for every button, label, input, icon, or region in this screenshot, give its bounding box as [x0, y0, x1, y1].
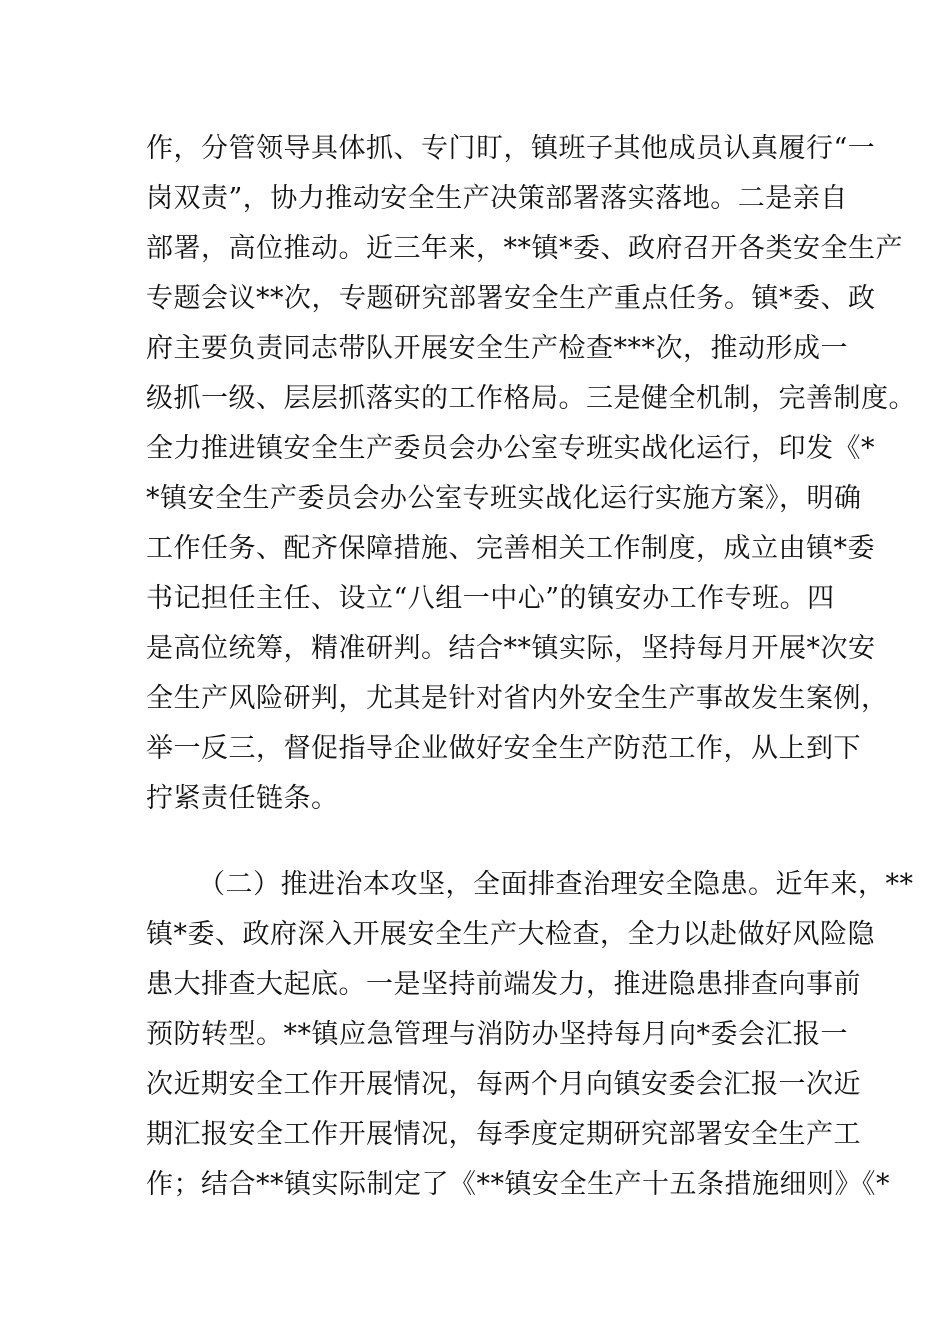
text-line: 次近期安全工作开展情况，每两个月向镇安委会汇报一次近 — [146, 1069, 861, 1100]
text-line: 书记担任主任、设立“八组一中心”的镇安办工作专班。四 — [146, 583, 835, 614]
text-line: 是高位统筹，精准研判。结合**镇实际，坚持每月开展*次安 — [146, 633, 876, 664]
text-line: 拧紧责任链条。 — [146, 783, 339, 814]
text-line: 预防转型。**镇应急管理与消防办坚持每月向*委会汇报一 — [146, 1019, 848, 1050]
text-line: （二）推进治本攻坚，全面排查治理安全隐患。近年来，** — [198, 869, 914, 900]
text-line: 岗双责”，协力推动安全生产决策部署落实落地。二是亲自 — [146, 183, 848, 214]
text-line: 部署，高位推动。近三年来，**镇*委、政府召开各类安全生产 — [146, 233, 903, 264]
text-line: 作；结合**镇实际制定了《**镇安全生产十五条措施细则》《* — [146, 1169, 890, 1200]
text-line: 工作任务、配齐保障措施、完善相关工作制度，成立由镇*委 — [146, 533, 875, 564]
text-line: 全生产风险研判，尤其是针对省内外安全生产事故发生案例， — [146, 683, 889, 714]
text-line: 作，分管领导具体抓、专门盯，镇班子其他成员认真履行“一 — [146, 133, 876, 164]
text-line: 患大排查大起底。一是坚持前端发力，推进隐患排查向事前 — [146, 969, 861, 1000]
text-line: 全力推进镇安全生产委员会办公室专班实战化运行，印发《* — [146, 433, 875, 464]
text-line: 府主要负责同志带队开展安全生产检查***次，推动形成一 — [146, 333, 848, 364]
text-line: 举一反三，督促指导企业做好安全生产防范工作，从上到下 — [146, 733, 861, 764]
text-line: 级抓一级、层层抓落实的工作格局。三是健全机制，完善制度。 — [146, 383, 916, 414]
text-line: 专题会议**次，专题研究部署安全生产重点任务。镇*委、政 — [146, 283, 876, 314]
text-line: *镇安全生产委员会办公室专班实战化运行实施方案》，明确 — [146, 483, 862, 514]
text-line: 期汇报安全工作开展情况，每季度定期研究部署安全生产工 — [146, 1119, 861, 1150]
text-line: 镇*委、政府深入开展安全生产大检查，全力以赴做好风险隐 — [146, 919, 875, 950]
